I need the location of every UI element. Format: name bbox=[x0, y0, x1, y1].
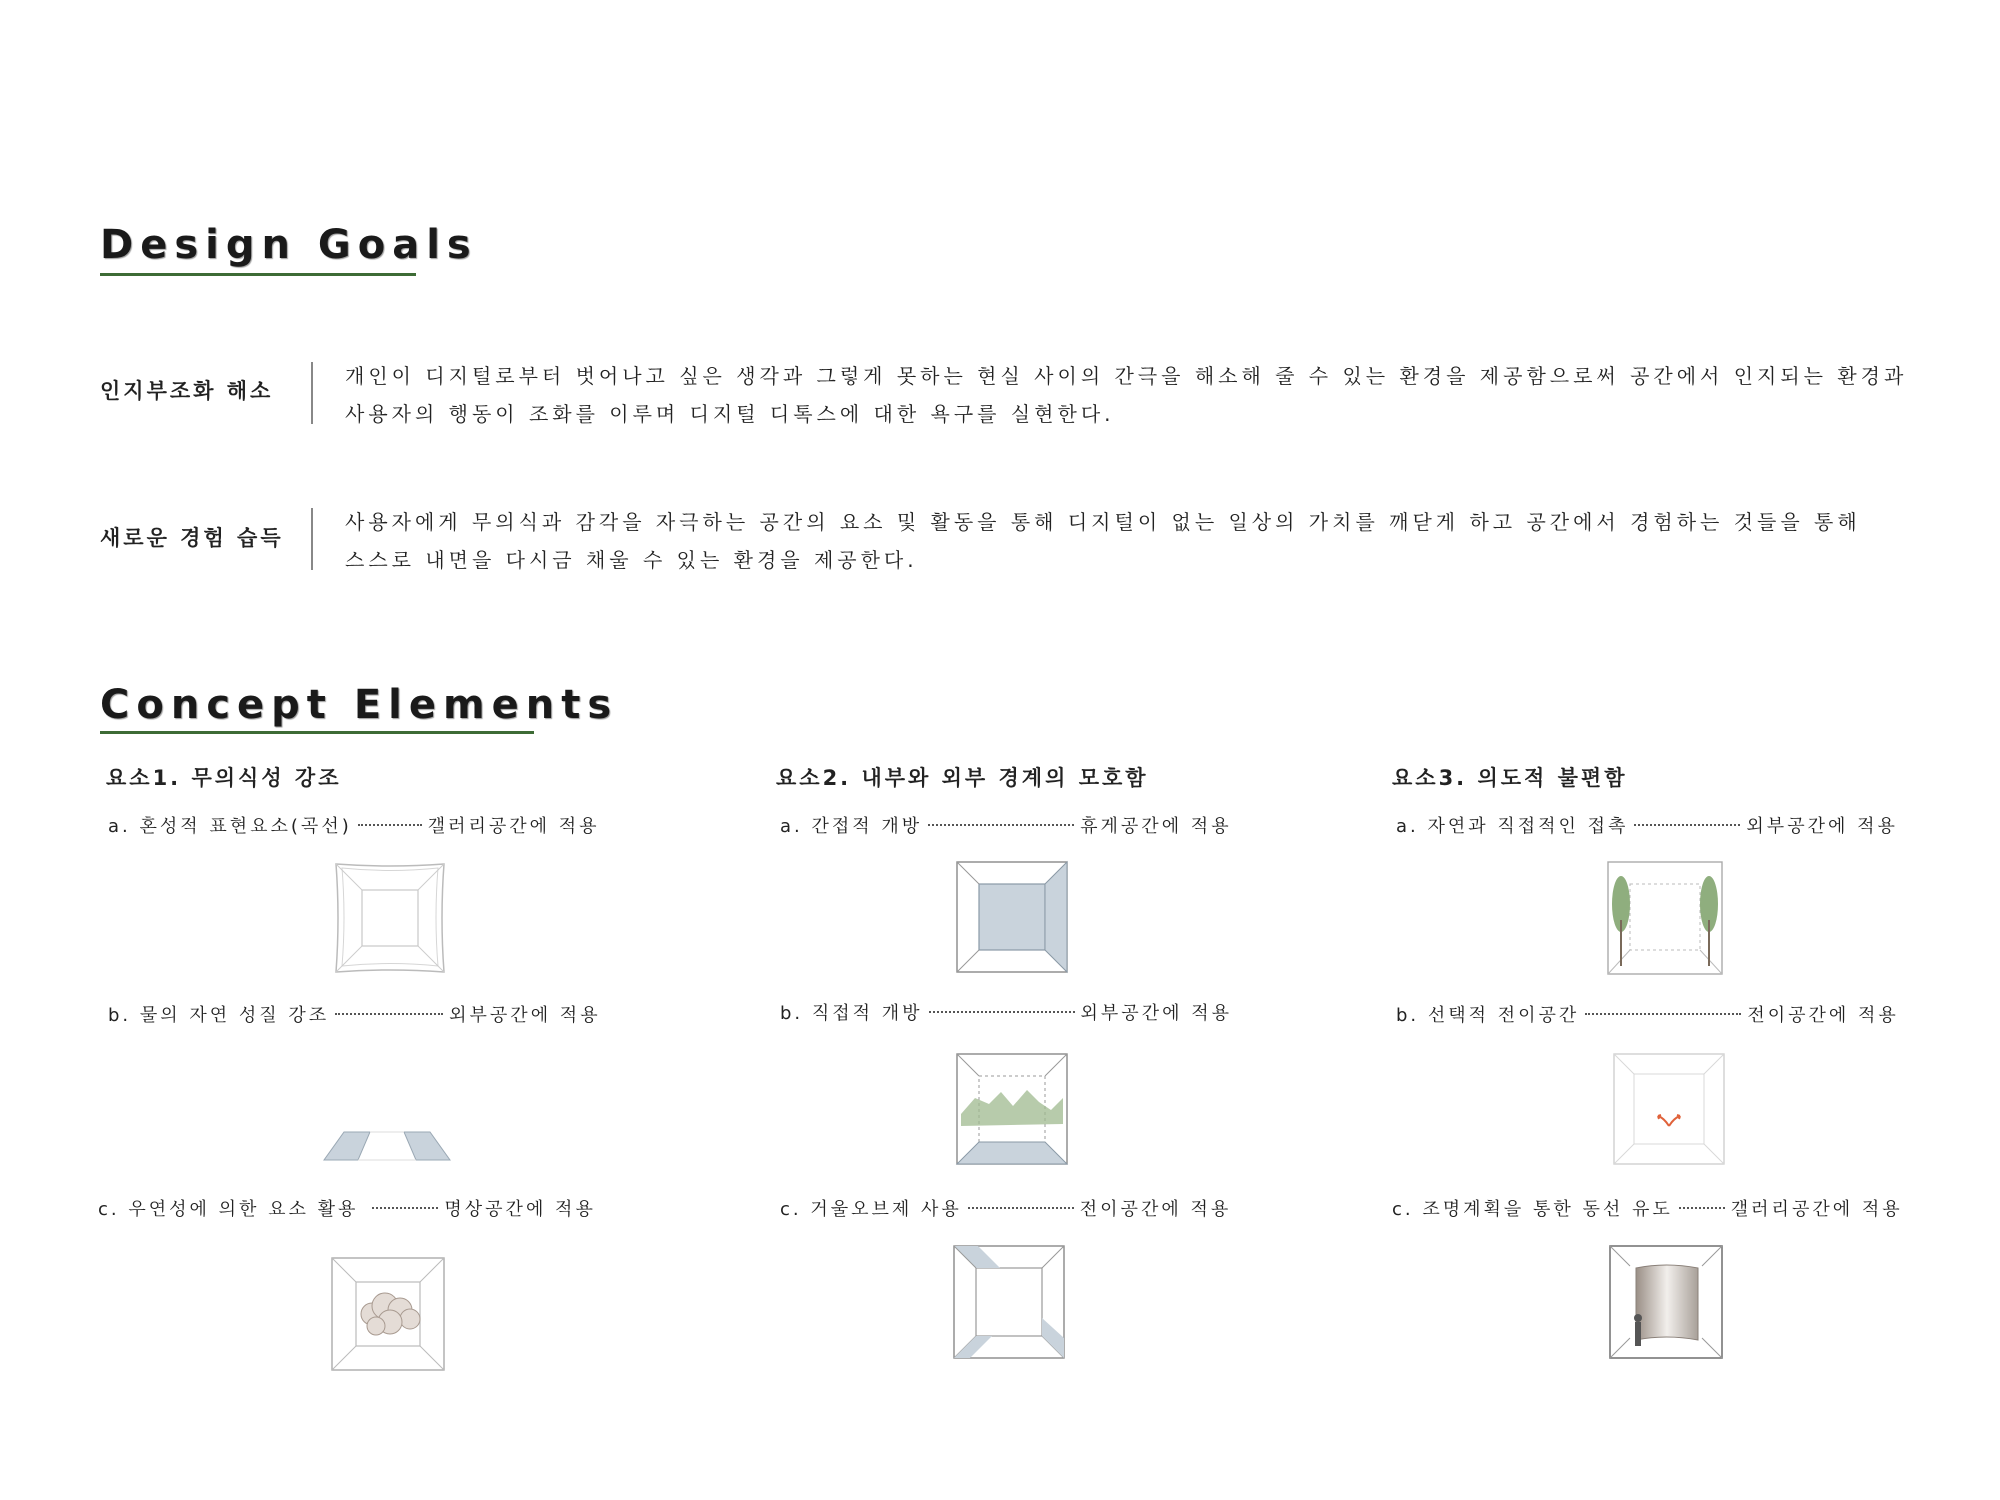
element-1a-application: 갤러리공간에 적용 bbox=[427, 816, 600, 837]
element-1b-application: 외부공간에 적용 bbox=[449, 1005, 601, 1026]
element-1c-row bbox=[98, 1195, 596, 1221]
element-3a-row bbox=[1396, 812, 1898, 838]
design-goals-title: Design Goals bbox=[100, 222, 478, 268]
element-1c-application: 명상공간에 적용 bbox=[444, 1199, 596, 1220]
goal-label-1: 인지부조화 해소 bbox=[100, 379, 274, 403]
element-2a-application: 휴게공간에 적용 bbox=[1080, 816, 1232, 837]
element-1c-label: c. 우연성에 의한 요소 활용 bbox=[98, 1199, 359, 1220]
element-3a-application: 외부공간에 적용 bbox=[1746, 816, 1898, 837]
leader-line bbox=[1585, 1013, 1741, 1015]
element-2c-application: 전이공간에 적용 bbox=[1079, 1199, 1232, 1220]
leader-line bbox=[372, 1207, 438, 1209]
element-1a-row bbox=[108, 812, 600, 838]
element-2c-label: c. 거울오브제 사용 bbox=[780, 1199, 962, 1220]
nature-contact-diagram bbox=[1606, 860, 1724, 976]
goal-text-2 bbox=[345, 503, 1915, 579]
element-3b-application: 전이공간에 적용 bbox=[1747, 1005, 1899, 1026]
element-2a-label: a. 간접적 개방 bbox=[780, 816, 923, 837]
goal-divider-2 bbox=[311, 508, 313, 570]
goal-text-1 bbox=[345, 357, 1915, 433]
curved-frame-diagram bbox=[330, 860, 450, 976]
element-1b-label: b. 물의 자연 성질 강조 bbox=[108, 1005, 330, 1026]
concept-elements-title: Concept Elements bbox=[100, 682, 619, 728]
direct-opening-diagram bbox=[955, 1052, 1069, 1166]
mirror-object-diagram bbox=[952, 1244, 1066, 1360]
indirect-opening-diagram bbox=[955, 860, 1069, 974]
leader-line bbox=[358, 824, 422, 826]
element-3c-application: 갤러리공간에 적용 bbox=[1730, 1199, 1903, 1220]
leader-line bbox=[968, 1207, 1074, 1209]
element-1a-label: a. 혼성적 표현요소(곡선) bbox=[108, 816, 352, 837]
element-1-heading: 요소1. 무의식성 강조 bbox=[106, 766, 342, 790]
element-3c-label: c. 조명계획을 통한 동선 유도 bbox=[1392, 1199, 1673, 1220]
goal-text-2-line2: 스스로 내면을 다시금 채울 수 있는 환경을 제공한다. bbox=[345, 548, 918, 572]
leader-line bbox=[928, 824, 1074, 826]
goal-label-2: 새로운 경험 습득 bbox=[100, 526, 284, 550]
element-1b-row bbox=[108, 1001, 601, 1027]
element-3c-row bbox=[1392, 1195, 1903, 1221]
element-3a-label: a. 자연과 직접적인 접촉 bbox=[1396, 816, 1629, 837]
lighting-guide-diagram bbox=[1608, 1244, 1724, 1360]
leader-line bbox=[1634, 824, 1740, 826]
element-2b-application: 외부공간에 적용 bbox=[1080, 1003, 1232, 1024]
concept-elements-underline bbox=[100, 731, 534, 734]
goal-text-1-line1: 개인이 디지털로부터 벗어나고 싶은 생각과 그렇게 못하는 현실 사이의 간극을 해소해 줄 수 있는 환경을 제공함으로써 공간에서 인지되는 환경과 bbox=[345, 364, 1908, 388]
goal-divider-1 bbox=[311, 362, 313, 424]
cloud-object-diagram bbox=[330, 1256, 446, 1372]
element-2b-label: b. 직접적 개방 bbox=[780, 1003, 923, 1024]
element-3-heading: 요소3. 의도적 불편함 bbox=[1392, 766, 1628, 790]
element-2a-row bbox=[780, 812, 1232, 838]
goal-text-1-line2: 사용자의 행동이 조화를 이루며 디지털 디톡스에 대한 욕구를 실현한다. bbox=[345, 402, 1115, 426]
element-2b-row bbox=[780, 999, 1232, 1025]
water-floor-diagram bbox=[322, 1128, 452, 1164]
element-2-heading: 요소2. 내부와 외부 경계의 모호함 bbox=[776, 766, 1149, 790]
element-3b-label: b. 선택적 전이공간 bbox=[1396, 1005, 1580, 1026]
goal-text-2-line1: 사용자에게 무의식과 감각을 자극하는 공간의 요소 및 활동을 통해 디지털이 없는 일상의 가치를 깨닫게 하고 공간에서 경험하는 것들을 통해 bbox=[345, 510, 1861, 534]
design-goals-underline bbox=[100, 273, 416, 276]
leader-line bbox=[1679, 1207, 1725, 1209]
leader-line bbox=[335, 1013, 443, 1015]
leader-line bbox=[929, 1011, 1075, 1013]
element-2c-row bbox=[780, 1195, 1231, 1221]
element-3b-row bbox=[1396, 1001, 1899, 1027]
transition-space-diagram bbox=[1612, 1052, 1726, 1166]
